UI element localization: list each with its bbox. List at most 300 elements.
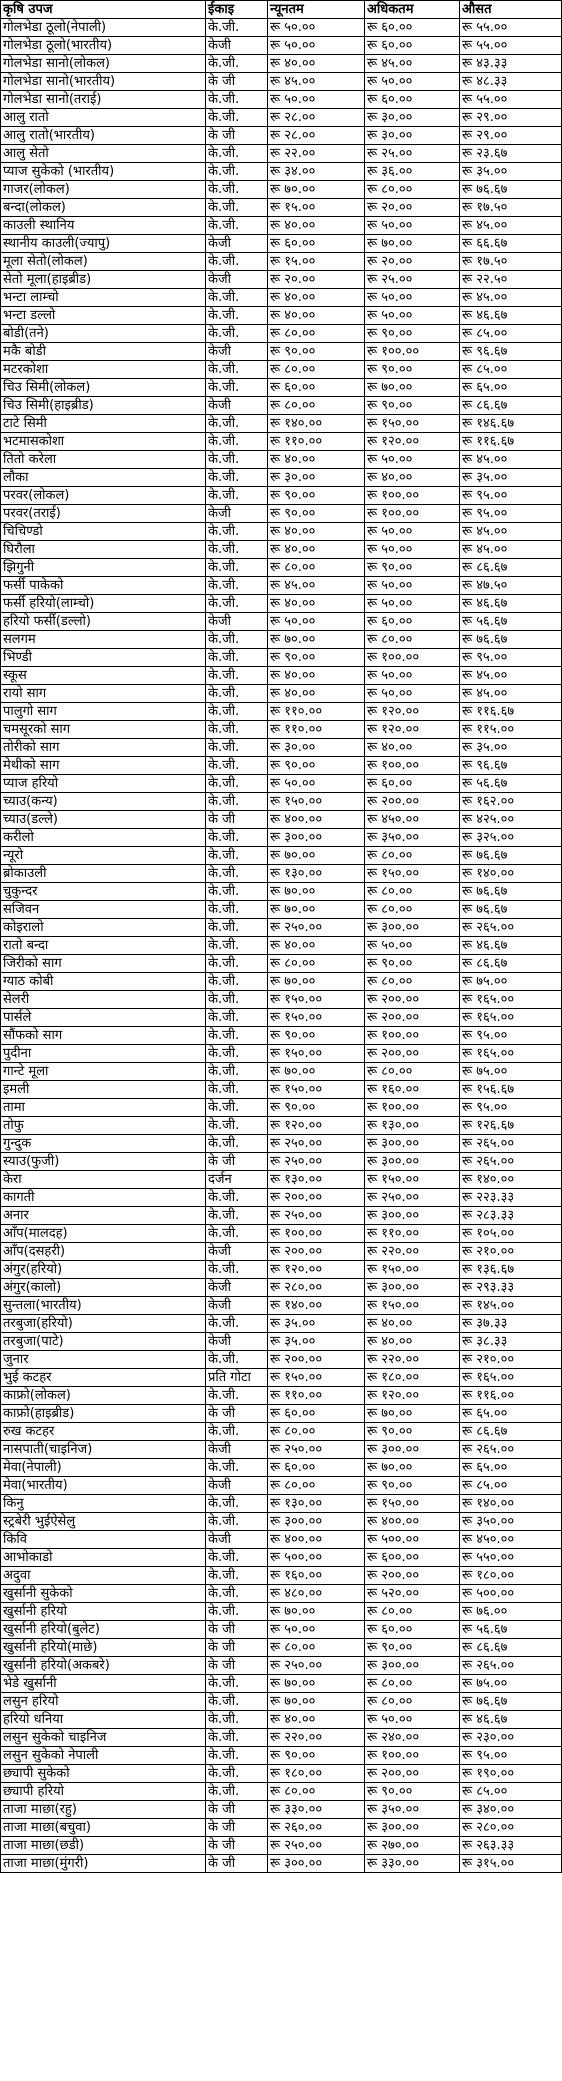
commodity-cell: फर्सी पाकेको (1, 577, 206, 595)
unit-cell: के.जी. (206, 1783, 268, 1801)
average-cell: रू ८६.६७ (460, 559, 562, 577)
minimum-cell: रू ३००.०० (268, 1855, 365, 1873)
average-cell: रू २६५.०० (460, 1441, 562, 1459)
minimum-cell: रू १३०.०० (268, 1171, 365, 1189)
maximum-cell: रू २५.०० (365, 271, 460, 289)
commodity-cell: हरियो धनिया (1, 1711, 206, 1729)
average-cell: रू २८०.०० (460, 1819, 562, 1837)
average-cell: रू १६५.०० (460, 1369, 562, 1387)
unit-cell: के.जी. (206, 883, 268, 901)
maximum-cell: रू ६०.०० (365, 37, 460, 55)
minimum-cell: रू ८०.०० (268, 955, 365, 973)
unit-cell: के जी (206, 1621, 268, 1639)
commodity-cell: सजिवन (1, 901, 206, 919)
header-row (1, 1, 562, 19)
table-row (1, 811, 562, 829)
table-row (1, 1333, 562, 1351)
minimum-cell: रू ५०.०० (268, 775, 365, 793)
unit-cell: के.जी. (206, 1495, 268, 1513)
unit-cell: के.जी. (206, 595, 268, 613)
average-cell: रू ४५.०० (460, 541, 562, 559)
maximum-cell: रू ८०.०० (365, 1063, 460, 1081)
average-cell: रू ७६.०० (460, 1603, 562, 1621)
minimum-cell: रू ९०.०० (268, 1027, 365, 1045)
unit-cell: के.जी. (206, 487, 268, 505)
unit-cell: के.जी. (206, 451, 268, 469)
average-cell: रू ३५.०० (460, 163, 562, 181)
average-cell: रू १०५.०० (460, 1225, 562, 1243)
unit-cell: केजी (206, 37, 268, 55)
unit-cell: के.जी. (206, 415, 268, 433)
commodity-cell: भटमासकोशा (1, 433, 206, 451)
unit-cell: के.जी. (206, 523, 268, 541)
maximum-cell: रू २०.०० (365, 199, 460, 217)
commodity-cell: चिउ सिमी(लोकल) (1, 379, 206, 397)
unit-cell: के.जी. (206, 1099, 268, 1117)
maximum-cell: रू ९०.०० (365, 1639, 460, 1657)
minimum-cell: रू १५०.०० (268, 991, 365, 1009)
unit-cell: के.जी. (206, 829, 268, 847)
commodity-cell: स्ट्रबेरी भुईऐसेलु (1, 1513, 206, 1531)
table-row (1, 343, 562, 361)
unit-cell: के.जी. (206, 1009, 268, 1027)
average-cell: रू ९५.०० (460, 1027, 562, 1045)
minimum-cell: रू ७०.०० (268, 847, 365, 865)
average-cell: रू ९५.०० (460, 505, 562, 523)
average-cell: रू ५००.०० (460, 1585, 562, 1603)
table-row (1, 1459, 562, 1477)
minimum-cell: रू ४०.०० (268, 685, 365, 703)
average-cell: रू ८५.०० (460, 1783, 562, 1801)
minimum-cell: रू २२०.०० (268, 1729, 365, 1747)
table-row (1, 1279, 562, 1297)
maximum-cell: रू ५०.०० (365, 685, 460, 703)
unit-cell: के.जी. (206, 253, 268, 271)
maximum-cell: रू ९०.०० (365, 397, 460, 415)
minimum-cell: रू १२०.०० (268, 1117, 365, 1135)
average-cell: रू ८६.६७ (460, 1639, 562, 1657)
maximum-cell: रू ८०.०० (365, 847, 460, 865)
minimum-cell: रू ९०.०० (268, 757, 365, 775)
unit-cell: के.जी. (206, 865, 268, 883)
unit-cell: के.जी. (206, 1081, 268, 1099)
maximum-cell: रू ३००.०० (365, 1135, 460, 1153)
commodity-cell: खुर्सानी हरियो(माछे) (1, 1639, 206, 1657)
minimum-cell: रू ४०.०० (268, 307, 365, 325)
minimum-cell: रू ४०.०० (268, 1711, 365, 1729)
minimum-cell: रू ११०.०० (268, 703, 365, 721)
average-cell: रू ३५०.०० (460, 1513, 562, 1531)
table-row (1, 1549, 562, 1567)
maximum-cell: रू १००.०० (365, 1027, 460, 1045)
maximum-cell: रू ८०.०० (365, 901, 460, 919)
average-cell: रू २६५.०० (460, 919, 562, 937)
maximum-cell: रू ६०.०० (365, 19, 460, 37)
commodity-cell: किनु (1, 1495, 206, 1513)
table-row (1, 1063, 562, 1081)
table-row (1, 451, 562, 469)
minimum-cell: रू २००.०० (268, 1189, 365, 1207)
commodity-cell: सेतो मूला(हाइब्रीड) (1, 271, 206, 289)
table-row (1, 1189, 562, 1207)
table-row (1, 433, 562, 451)
average-cell: रू ३५.०० (460, 739, 562, 757)
average-cell: रू १४०.०० (460, 865, 562, 883)
commodity-cell: लसुन हरियो (1, 1693, 206, 1711)
table-row (1, 1729, 562, 1747)
maximum-cell: रू ९०.०० (365, 955, 460, 973)
average-cell: रू ७५.०० (460, 1063, 562, 1081)
average-cell: रू ४५.०० (460, 685, 562, 703)
table-row (1, 1855, 562, 1873)
unit-cell: के.जी. (206, 1729, 268, 1747)
table-row (1, 55, 562, 73)
unit-cell: दर्जन (206, 1171, 268, 1189)
unit-cell: के.जी. (206, 145, 268, 163)
average-cell: रू १४०.०० (460, 1495, 562, 1513)
table-row (1, 739, 562, 757)
maximum-cell: रू ५०.०० (365, 667, 460, 685)
table-row (1, 37, 562, 55)
commodity-cell: छ्यापी सुकेको (1, 1765, 206, 1783)
average-cell: रू ४५.०० (460, 523, 562, 541)
unit-cell: के जी (206, 127, 268, 145)
commodity-cell: लसुन सुकेको नेपाली (1, 1747, 206, 1765)
table-row (1, 1675, 562, 1693)
minimum-cell: रू २५०.०० (268, 1837, 365, 1855)
maximum-cell: रू ४०.०० (365, 739, 460, 757)
commodity-cell: मेथीको साग (1, 757, 206, 775)
table-row (1, 559, 562, 577)
unit-cell: के जी (206, 1819, 268, 1837)
table-row (1, 235, 562, 253)
commodity-cell: खुर्सानी हरियो(बुलेट) (1, 1621, 206, 1639)
minimum-cell: रू ८०.०० (268, 1783, 365, 1801)
maximum-cell: रू ८०.०० (365, 1675, 460, 1693)
table-row (1, 721, 562, 739)
commodity-cell: छ्यापी हरियो (1, 1783, 206, 1801)
table-row (1, 757, 562, 775)
minimum-cell: रू ४०.०० (268, 541, 365, 559)
table-row (1, 1819, 562, 1837)
commodity-cell: चमसूरको साग (1, 721, 206, 739)
commodity-cell: बन्दा(लोकल) (1, 199, 206, 217)
table-row (1, 109, 562, 127)
average-cell: रू १७.५० (460, 253, 562, 271)
average-cell: रू २६५.०० (460, 1135, 562, 1153)
minimum-cell: रू ८०.०० (268, 1423, 365, 1441)
unit-cell: के.जी. (206, 901, 268, 919)
table-row (1, 1315, 562, 1333)
minimum-cell: रू ११०.०० (268, 1387, 365, 1405)
commodity-cell: आलु सेतो (1, 145, 206, 163)
maximum-cell: रू १२०.०० (365, 721, 460, 739)
unit-cell: केजी (206, 1279, 268, 1297)
table-row (1, 1495, 562, 1513)
average-cell: रू ४६.६७ (460, 307, 562, 325)
minimum-cell: रू ९०.०० (268, 649, 365, 667)
commodity-cell: लौका (1, 469, 206, 487)
unit-cell: के.जी. (206, 55, 268, 73)
minimum-cell: रू २०.०० (268, 271, 365, 289)
table-row (1, 73, 562, 91)
commodity-cell: सौंफको साग (1, 1027, 206, 1045)
minimum-cell: रू ६०.०० (268, 379, 365, 397)
table-row (1, 1603, 562, 1621)
average-cell: रू २१०.०० (460, 1243, 562, 1261)
minimum-cell: रू १५०.०० (268, 1045, 365, 1063)
average-cell: रू ९५.०० (460, 649, 562, 667)
unit-cell: के.जी. (206, 685, 268, 703)
commodity-cell: ताजा माछा(रहु) (1, 1801, 206, 1819)
minimum-cell: रू ८०.०० (268, 361, 365, 379)
table-row (1, 1261, 562, 1279)
unit-cell: के जी (206, 1855, 268, 1873)
maximum-cell: रू २२०.०० (365, 1351, 460, 1369)
average-cell: रू ११५.०० (460, 721, 562, 739)
maximum-cell: रू ७०.०० (365, 235, 460, 253)
unit-cell: के.जी. (206, 361, 268, 379)
commodity-cell: अनार (1, 1207, 206, 1225)
minimum-cell: रू १५०.०० (268, 793, 365, 811)
table-row (1, 1243, 562, 1261)
commodity-cell: अंगुर(हरियो) (1, 1261, 206, 1279)
table-row (1, 1081, 562, 1099)
maximum-cell: रू ५०.०० (365, 451, 460, 469)
maximum-cell: रू २००.०० (365, 991, 460, 1009)
commodity-cell: सुन्तला(भारतीय) (1, 1297, 206, 1315)
minimum-cell: रू ९०.०० (268, 1747, 365, 1765)
maximum-cell: रू ५०.०० (365, 289, 460, 307)
maximum-cell: रू ५०.०० (365, 937, 460, 955)
table-row (1, 919, 562, 937)
unit-cell: के.जी. (206, 649, 268, 667)
table-row (1, 469, 562, 487)
average-cell: रू १३६.६७ (460, 1261, 562, 1279)
commodity-cell: मेवा(भारतीय) (1, 1477, 206, 1495)
average-cell: रू ७६.६७ (460, 901, 562, 919)
average-cell: रू १४६.६७ (460, 415, 562, 433)
average-cell: रू ९५.०० (460, 487, 562, 505)
average-cell: रू ११६.०० (460, 1387, 562, 1405)
header-minimum: न्यूनतम (268, 1, 365, 19)
maximum-cell: रू ८०.०० (365, 181, 460, 199)
maximum-cell: रू ३००.०० (365, 1207, 460, 1225)
minimum-cell: रू ८०.०० (268, 1477, 365, 1495)
commodity-cell: तितो करेला (1, 451, 206, 469)
unit-cell: केजी (206, 271, 268, 289)
table-row (1, 685, 562, 703)
average-cell: रू २६५.०० (460, 1657, 562, 1675)
commodity-cell: स्याउ(फुजी) (1, 1153, 206, 1171)
minimum-cell: रू २५०.०० (268, 1207, 365, 1225)
commodity-cell: तोरीको साग (1, 739, 206, 757)
table-row (1, 631, 562, 649)
minimum-cell: रू १५०.०० (268, 1081, 365, 1099)
unit-cell: के जी (206, 1837, 268, 1855)
minimum-cell: रू ७०.०० (268, 901, 365, 919)
maximum-cell: रू ६०.०० (365, 775, 460, 793)
maximum-cell: रू ५०.०० (365, 595, 460, 613)
commodity-cell: खुर्सानी हरियो (1, 1603, 206, 1621)
unit-cell: के.जी. (206, 1711, 268, 1729)
minimum-cell: रू १३०.०० (268, 865, 365, 883)
unit-cell: के.जी. (206, 919, 268, 937)
maximum-cell: रू ३००.०० (365, 1153, 460, 1171)
minimum-cell: रू २८.०० (268, 127, 365, 145)
average-cell: रू ६५.०० (460, 1405, 562, 1423)
average-cell: रू ४६.६७ (460, 1711, 562, 1729)
minimum-cell: रू ४०.०० (268, 595, 365, 613)
unit-cell: के जी (206, 73, 268, 91)
table-row (1, 325, 562, 343)
maximum-cell: रू १५०.०० (365, 415, 460, 433)
commodity-cell: आँप(दसहरी) (1, 1243, 206, 1261)
unit-cell: के.जी. (206, 1135, 268, 1153)
average-cell: रू १६५.०० (460, 1009, 562, 1027)
unit-cell: केजी (206, 1243, 268, 1261)
unit-cell: के.जी. (206, 1549, 268, 1567)
maximum-cell: रू २००.०० (365, 1567, 460, 1585)
table-row (1, 1135, 562, 1153)
unit-cell: के जी (206, 1801, 268, 1819)
maximum-cell: रू ११०.०० (365, 1225, 460, 1243)
minimum-cell: रू ३०.०० (268, 469, 365, 487)
average-cell: रू १४५.०० (460, 1297, 562, 1315)
maximum-cell: रू १३०.०० (365, 1117, 460, 1135)
table-row (1, 1207, 562, 1225)
maximum-cell: रू १००.०० (365, 487, 460, 505)
maximum-cell: रू ८०.०० (365, 1693, 460, 1711)
commodity-cell: मूला सेतो(लोकल) (1, 253, 206, 271)
commodity-cell: परवर(तराई) (1, 505, 206, 523)
unit-cell: के.जी. (206, 1585, 268, 1603)
unit-cell: के.जी. (206, 307, 268, 325)
commodity-cell: प्याज हरियो (1, 775, 206, 793)
table-row (1, 163, 562, 181)
table-row (1, 379, 562, 397)
commodity-cell: ताजा माछा(छडी) (1, 1837, 206, 1855)
unit-cell: के.जी. (206, 379, 268, 397)
table-row (1, 883, 562, 901)
average-cell: रू ६५.०० (460, 379, 562, 397)
unit-cell: के.जी. (206, 199, 268, 217)
maximum-cell: रू २२०.०० (365, 1243, 460, 1261)
unit-cell: के.जी. (206, 1423, 268, 1441)
commodity-cell: अदुवा (1, 1567, 206, 1585)
average-cell: रू ५६.६७ (460, 775, 562, 793)
minimum-cell: रू ७०.०० (268, 883, 365, 901)
maximum-cell: रू ४००.०० (365, 1513, 460, 1531)
commodity-cell: न्यूरो (1, 847, 206, 865)
unit-cell: के.जी. (206, 1225, 268, 1243)
commodity-cell: भिण्डी (1, 649, 206, 667)
average-cell: रू ४५.०० (460, 217, 562, 235)
commodity-cell: अंगुर(कालो) (1, 1279, 206, 1297)
unit-cell: केजी (206, 397, 268, 415)
unit-cell: के.जी. (206, 973, 268, 991)
maximum-cell: रू ३००.०० (365, 1441, 460, 1459)
maximum-cell: रू १२०.०० (365, 433, 460, 451)
minimum-cell: रू ४५.०० (268, 73, 365, 91)
unit-cell: के.जी. (206, 1045, 268, 1063)
minimum-cell: रू १४०.०० (268, 415, 365, 433)
commodity-cell: ग्याठ कोबी (1, 973, 206, 991)
table-row (1, 847, 562, 865)
maximum-cell: रू ६००.०० (365, 1549, 460, 1567)
commodity-cell: गोलभेडा ठूलो(नेपाली) (1, 19, 206, 37)
commodity-cell: काफ्रो(हाइब्रीड) (1, 1405, 206, 1423)
average-cell: रू २१०.०० (460, 1351, 562, 1369)
table-row (1, 1639, 562, 1657)
table-row (1, 1171, 562, 1189)
commodity-cell: पार्सले (1, 1009, 206, 1027)
maximum-cell: रू ५०.०० (365, 217, 460, 235)
unit-cell: के.जी. (206, 1387, 268, 1405)
commodity-cell: ताजा माछा(बचुवा) (1, 1819, 206, 1837)
minimum-cell: रू ३४.०० (268, 163, 365, 181)
average-cell: रू २९.०० (460, 109, 562, 127)
maximum-cell: रू ४०.०० (365, 469, 460, 487)
table-row (1, 865, 562, 883)
minimum-cell: रू ७०.०० (268, 973, 365, 991)
unit-cell: केजी (206, 613, 268, 631)
maximum-cell: रू १५०.०० (365, 1495, 460, 1513)
maximum-cell: रू १६०.०० (365, 1081, 460, 1099)
table-row (1, 307, 562, 325)
table-row (1, 1297, 562, 1315)
header-unit: ईकाइ (206, 1, 268, 19)
commodity-cell: मटरकोशा (1, 361, 206, 379)
table-row (1, 793, 562, 811)
unit-cell: प्रति गोटा (206, 1369, 268, 1387)
minimum-cell: रू २५०.०० (268, 1441, 365, 1459)
table-row (1, 181, 562, 199)
minimum-cell: रू ४००.०० (268, 811, 365, 829)
unit-cell: केजी (206, 235, 268, 253)
table-row (1, 937, 562, 955)
minimum-cell: रू १००.०० (268, 1225, 365, 1243)
minimum-cell: रू १५.०० (268, 253, 365, 271)
average-cell: रू ४७.५० (460, 577, 562, 595)
average-cell: रू ४३.३३ (460, 55, 562, 73)
table-row (1, 1783, 562, 1801)
maximum-cell: रू २५०.०० (365, 1189, 460, 1207)
maximum-cell: रू १००.०० (365, 757, 460, 775)
minimum-cell: रू ६०.०० (268, 235, 365, 253)
table-header (1, 1, 562, 19)
minimum-cell: रू ४०.०० (268, 217, 365, 235)
commodity-cell: सेलरी (1, 991, 206, 1009)
average-cell: रू ७५.०० (460, 973, 562, 991)
table-row (1, 361, 562, 379)
minimum-cell: रू ५०.०० (268, 91, 365, 109)
table-body (1, 19, 562, 1873)
commodity-cell: कागती (1, 1189, 206, 1207)
header-maximum: अधिकतम (365, 1, 460, 19)
maximum-cell: रू २००.०० (365, 1045, 460, 1063)
average-cell: रू १४०.०० (460, 1171, 562, 1189)
table-row (1, 595, 562, 613)
commodity-cell: चिउ सिमी(हाइब्रीड) (1, 397, 206, 415)
minimum-cell: रू २००.०० (268, 1243, 365, 1261)
table-row (1, 145, 562, 163)
commodity-cell: स्कूस (1, 667, 206, 685)
average-cell: रू ४६.६७ (460, 595, 562, 613)
commodity-cell: रुख कटहर (1, 1423, 206, 1441)
minimum-cell: रू ४५.०० (268, 577, 365, 595)
average-cell: रू ६५.०० (460, 1459, 562, 1477)
